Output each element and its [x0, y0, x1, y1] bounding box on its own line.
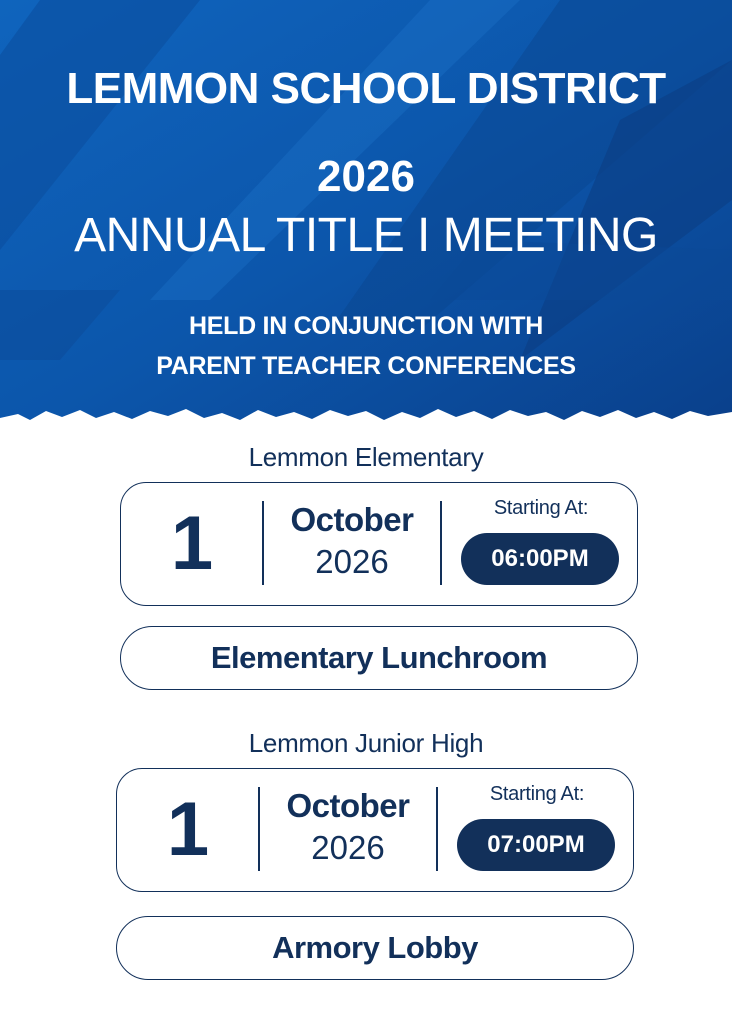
event-day: 1 [166, 787, 210, 872]
start-time-badge: 07:00PM [457, 819, 615, 871]
subtitle-line-1: HELD IN CONJUNCTION WITH [189, 312, 543, 340]
starting-at-label: Starting At: [493, 497, 589, 519]
date-card-junior-high [116, 768, 634, 892]
district-title: LEMMON SCHOOL DISTRICT [66, 64, 666, 113]
location-junior-high: Armory Lobby [116, 916, 634, 980]
school-name-elementary: Lemmon Elementary [248, 442, 484, 472]
starting-at-label: Starting At: [489, 783, 585, 805]
subtitle-line-2: PARENT TEACHER CONFERENCES [156, 352, 576, 380]
event-year: 2026 [315, 543, 389, 580]
date-card-elementary [120, 482, 638, 606]
divider [440, 501, 442, 585]
header-banner [0, 0, 732, 440]
start-time-badge: 06:00PM [461, 533, 619, 585]
school-name-junior-high: Lemmon Junior High [248, 728, 484, 758]
event-month: October [290, 501, 414, 538]
event-year: 2026 [311, 829, 385, 866]
location-elementary: Elementary Lunchroom [120, 626, 638, 690]
event-month: October [286, 787, 410, 824]
divider [436, 787, 438, 871]
event-day: 1 [170, 501, 214, 586]
event-year: 2026 [317, 152, 415, 201]
meeting-title: ANNUAL TITLE I MEETING [74, 209, 658, 262]
